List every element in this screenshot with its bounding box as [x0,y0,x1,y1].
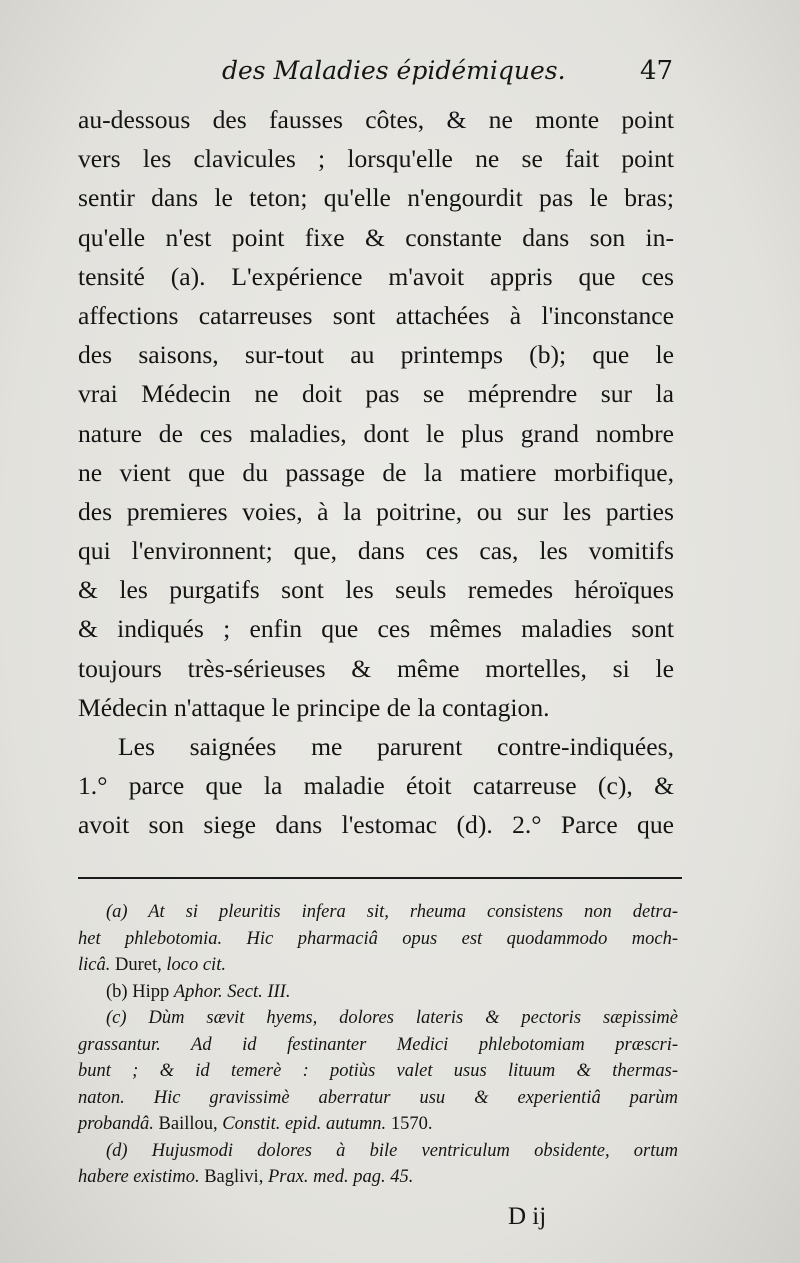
footnote-c-line: (c) Dùm sævit hyems, dolores lateris & pectoris sæpissimè [106,1008,678,1028]
text-line: Médecin n'attaque le principe de la contagion. [78,692,550,722]
text-line: & indiqués ; enfin que ces mêmes maladies sont [78,614,674,644]
footnote-rule [78,877,682,879]
footnote-d-line: habere existimo. Baglivi, Prax. med. pag. 45. [78,1167,414,1187]
text-line: affections catarreuses sont attachées à l'inconstance [78,300,674,330]
text-line: nature de ces maladies, dont le plus grand nombre [78,418,674,448]
text-line: Les saignées me parurent contre-indiquées, [118,732,674,761]
footnote-a-line: licâ. Duret, loco cit. [78,955,226,975]
text-line: vers les clavicules ; lorsqu'elle ne se fait point [78,144,674,174]
footnote-d-line: (d) Hujusmodi dolores à bile ventriculum obsidente, ortum [106,1140,678,1161]
text-line: qu'elle n'est point fixe & constante dans son in- [78,222,674,252]
running-head: des Maladies épidémiques. [222,56,566,85]
text-line: avoit son siege dans l'estomac (d). 2.° Parce que [78,810,674,840]
footnote-c-line: naton. Hic gravissimè aberratur usu & experientiâ parùm [78,1087,678,1108]
text-line: qui l'environnent; que, dans ces cas, les vomitifs [78,536,674,566]
text-line: sentir dans le teton; qu'elle n'engourdit pas le bras; [78,183,674,213]
footnotes [78,899,678,1191]
text-line: toujours très-sérieuses & même mortelles, si le [78,653,674,683]
signature-mark: D ij [508,1203,547,1230]
footnote-c-line: grassantur. Ad id festinanter Medici phlebotomiam præscri- [78,1034,678,1055]
text-line: 1.° parce que la maladie étoit catarreuse (c), & [78,771,674,801]
text-line: des saisons, sur-tout au printemps (b); que le [78,340,674,370]
footnote-c-line: probandâ. Baillou, Constit. epid. autumn. 1570. [78,1114,433,1134]
text-line: ne vient que du passage de la matiere morbifique, [78,457,674,487]
text-line: des premieres voies, à la poitrine, ou sur les parties [78,496,674,526]
text-line: & les purgatifs sont les seuls remedes héroïques [78,575,674,605]
text-line: vrai Médecin ne doit pas se méprendre sur la [78,379,674,409]
page-number: 47 [640,56,674,86]
page-header [0,56,800,96]
text-line: tensité (a). L'expérience m'avoit appris que ces [78,261,674,291]
main-text [78,100,674,845]
footnote-c-line: bunt ; & id temerè : potiùs valet usus lituum & thermas- [78,1061,678,1081]
footnote-a-line: (a) At si pleuritis infera sit, rheuma consistens non detra- [106,902,678,922]
footnote-a-line: het phlebotomia. Hic pharmaciâ opus est quodammodo moch- [78,928,678,949]
text-line: au-dessous des fausses côtes, & ne monte point [78,105,674,134]
footnote-b-line: (b) Hipp Aphor. Sect. III. [106,981,291,1002]
